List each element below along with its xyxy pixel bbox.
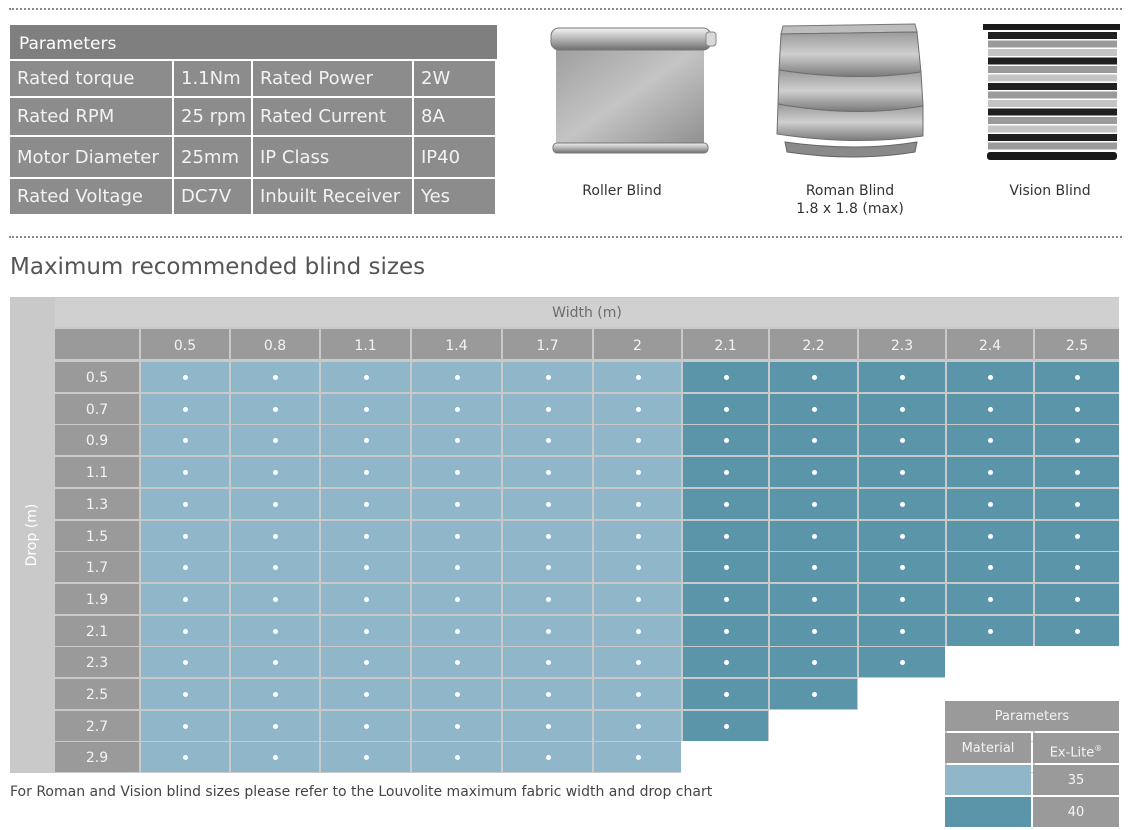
size-available-cell <box>594 521 681 551</box>
size-available-cell <box>141 679 229 709</box>
size-available-cell <box>770 489 857 519</box>
size-available-cell <box>947 552 1033 582</box>
vision-stripe <box>988 58 1117 65</box>
size-available-cell <box>859 457 945 487</box>
size-available-cell <box>859 647 945 677</box>
drop-header: 0.5 <box>55 362 139 392</box>
drop-header: 1.5 <box>55 521 139 551</box>
size-available-cell <box>231 521 319 551</box>
parameter-label: Inbuilt Receiver <box>253 179 412 214</box>
size-available-cell <box>321 457 410 487</box>
size-available-cell <box>1035 425 1119 455</box>
size-available-cell <box>859 552 945 582</box>
size-available-cell <box>412 425 501 455</box>
vision-stripe <box>988 49 1117 56</box>
width-header: 2.3 <box>859 329 945 359</box>
drop-header: 0.7 <box>55 394 139 424</box>
size-available-cell <box>683 489 768 519</box>
legend-light-swatch <box>945 765 1031 795</box>
footnote: For Roman and Vision blind sizes please refer to the Louvolite maximum fabric width and drop chart <box>10 784 713 800</box>
parameter-label: Rated Current <box>253 98 412 135</box>
width-axis-label: Width (m) <box>55 298 1119 327</box>
size-available-cell <box>231 616 319 646</box>
width-header: 2.2 <box>770 329 857 359</box>
parameter-value: 2W <box>414 61 495 96</box>
size-available-cell <box>683 711 768 741</box>
vision-stripe <box>988 126 1117 133</box>
parameters-table <box>10 25 497 214</box>
drop-header: 1.3 <box>55 489 139 519</box>
size-available-cell <box>683 679 768 709</box>
vision-stripe <box>988 66 1117 73</box>
size-available-cell <box>594 489 681 519</box>
size-available-cell <box>683 425 768 455</box>
drop-header: 1.1 <box>55 457 139 487</box>
drop-header: 2.5 <box>55 679 139 709</box>
size-available-cell <box>412 647 501 677</box>
size-available-cell <box>1035 362 1119 392</box>
size-available-cell <box>859 521 945 551</box>
size-available-cell <box>321 711 410 741</box>
drop-header: 0.9 <box>55 425 139 455</box>
size-available-cell <box>683 552 768 582</box>
parameter-value: 25mm <box>174 137 251 177</box>
size-available-cell <box>231 362 319 392</box>
size-available-cell <box>770 394 857 424</box>
grid-gap <box>769 710 945 742</box>
size-available-cell <box>231 425 319 455</box>
parameter-label: Rated RPM <box>10 98 172 135</box>
size-available-cell <box>683 362 768 392</box>
drop-header: 2.3 <box>55 647 139 677</box>
vision-stripe <box>988 92 1117 99</box>
size-available-cell <box>594 552 681 582</box>
width-header: 2.1 <box>683 329 768 359</box>
grid-gap <box>945 646 1121 701</box>
size-available-cell <box>321 552 410 582</box>
size-available-cell <box>859 362 945 392</box>
size-available-cell <box>683 457 768 487</box>
parameter-label: Rated torque <box>10 61 172 96</box>
legend-product-mark: ® <box>1094 744 1103 753</box>
size-available-cell <box>141 521 229 551</box>
size-available-cell <box>412 584 501 614</box>
size-available-cell <box>770 679 857 709</box>
size-available-cell <box>231 394 319 424</box>
size-available-cell <box>947 584 1033 614</box>
size-available-cell <box>594 742 681 772</box>
size-available-cell <box>1035 489 1119 519</box>
grid-corner <box>55 329 139 359</box>
size-available-cell <box>947 394 1033 424</box>
parameters-row <box>10 179 497 214</box>
size-available-cell <box>770 362 857 392</box>
size-available-cell <box>141 616 229 646</box>
parameters-row <box>10 98 497 135</box>
size-available-cell <box>141 647 229 677</box>
size-available-cell <box>503 489 592 519</box>
parameter-value: Yes <box>414 179 495 214</box>
vision-blind-image <box>983 24 1122 162</box>
roman-blind-caption <box>780 182 920 218</box>
size-available-cell <box>412 457 501 487</box>
width-header: 1.4 <box>412 329 501 359</box>
size-available-cell <box>141 489 229 519</box>
parameter-value: 8A <box>414 98 495 135</box>
vision-blind-name: Vision Blind <box>1009 183 1091 199</box>
legend-title: Parameters <box>945 701 1119 731</box>
parameters-row <box>10 61 497 96</box>
size-available-cell <box>141 425 229 455</box>
width-header: 2.5 <box>1035 329 1119 359</box>
legend-material-label: Material <box>945 733 1031 763</box>
size-available-cell <box>412 362 501 392</box>
size-available-cell <box>594 584 681 614</box>
vision-stripe <box>988 100 1117 107</box>
legend-dark-value: 40 <box>1033 797 1119 827</box>
roller-blind-name: Roller Blind <box>582 183 662 199</box>
size-available-cell <box>231 647 319 677</box>
size-available-cell <box>412 616 501 646</box>
legend-light-value: 35 <box>1033 765 1119 795</box>
size-available-cell <box>947 457 1033 487</box>
vision-stripe <box>988 143 1117 150</box>
size-available-cell <box>594 679 681 709</box>
size-available-cell <box>321 742 410 772</box>
drop-header: 1.7 <box>55 552 139 582</box>
size-available-cell <box>412 711 501 741</box>
size-available-cell <box>503 584 592 614</box>
size-available-cell <box>1035 394 1119 424</box>
size-available-cell <box>683 584 768 614</box>
size-available-cell <box>503 742 592 772</box>
size-available-cell <box>321 425 410 455</box>
size-available-cell <box>947 362 1033 392</box>
size-available-cell <box>1035 552 1119 582</box>
roller-blind-caption <box>562 182 682 200</box>
parameter-value: 1.1Nm <box>174 61 251 96</box>
size-available-cell <box>231 679 319 709</box>
parameter-value: DC7V <box>174 179 251 214</box>
vision-stripe <box>988 109 1117 116</box>
size-available-cell <box>1035 521 1119 551</box>
vision-stripe <box>988 83 1117 90</box>
width-header: 1.1 <box>321 329 410 359</box>
middle-divider <box>9 236 1122 238</box>
vision-stripe <box>988 41 1117 48</box>
size-available-cell <box>231 552 319 582</box>
size-available-cell <box>770 552 857 582</box>
size-available-cell <box>231 742 319 772</box>
size-available-cell <box>859 394 945 424</box>
size-available-cell <box>947 521 1033 551</box>
size-available-cell <box>770 647 857 677</box>
size-available-cell <box>321 679 410 709</box>
legend-product-label <box>1033 733 1119 763</box>
parameter-label: IP Class <box>253 137 412 177</box>
roman-blind-name: Roman Blind <box>805 183 895 199</box>
roman-blind-image <box>775 22 925 162</box>
width-header: 0.5 <box>141 329 229 359</box>
size-available-cell <box>947 425 1033 455</box>
vision-stripe <box>988 32 1117 39</box>
size-available-cell <box>859 584 945 614</box>
size-available-cell <box>321 584 410 614</box>
size-available-cell <box>683 521 768 551</box>
size-available-cell <box>1035 616 1119 646</box>
size-available-cell <box>503 425 592 455</box>
size-available-cell <box>412 489 501 519</box>
size-available-cell <box>141 394 229 424</box>
size-available-cell <box>770 457 857 487</box>
size-available-cell <box>503 457 592 487</box>
size-available-cell <box>770 521 857 551</box>
size-available-cell <box>141 552 229 582</box>
width-header: 2.4 <box>947 329 1033 359</box>
size-available-cell <box>683 616 768 646</box>
parameter-value: IP40 <box>414 137 495 177</box>
size-available-cell <box>141 457 229 487</box>
parameter-value: 25 rpm <box>174 98 251 135</box>
vision-blind-caption <box>990 182 1110 200</box>
size-available-cell <box>412 394 501 424</box>
size-available-cell <box>321 489 410 519</box>
parameter-label: Rated Power <box>253 61 412 96</box>
size-available-cell <box>503 679 592 709</box>
roller-blind-image <box>548 24 720 162</box>
size-available-cell <box>503 647 592 677</box>
size-available-cell <box>141 742 229 772</box>
drop-header: 2.1 <box>55 616 139 646</box>
size-available-cell <box>412 742 501 772</box>
size-available-cell <box>503 616 592 646</box>
size-available-cell <box>231 489 319 519</box>
size-available-cell <box>321 394 410 424</box>
size-available-cell <box>412 679 501 709</box>
size-available-cell <box>503 521 592 551</box>
size-available-cell <box>321 616 410 646</box>
vision-stripe <box>988 117 1117 124</box>
parameter-label: Motor Diameter <box>10 137 172 177</box>
size-available-cell <box>231 584 319 614</box>
size-available-cell <box>770 616 857 646</box>
parameters-row <box>10 137 497 177</box>
width-header: 0.8 <box>231 329 319 359</box>
legend-product-name: Ex-Lite <box>1049 745 1095 761</box>
size-available-cell <box>231 711 319 741</box>
parameters-title: Parameters <box>10 25 497 59</box>
size-available-cell <box>683 647 768 677</box>
size-available-cell <box>683 394 768 424</box>
size-available-cell <box>321 521 410 551</box>
drop-axis-text: Drop (m) <box>24 503 40 567</box>
vision-stripe <box>988 134 1117 141</box>
size-available-cell <box>859 616 945 646</box>
size-available-cell <box>594 711 681 741</box>
grid-gap <box>858 678 945 711</box>
legend-dark-swatch <box>945 797 1031 827</box>
size-available-cell <box>770 584 857 614</box>
vision-stripe <box>988 75 1117 82</box>
size-available-cell <box>141 711 229 741</box>
drop-header: 2.9 <box>55 742 139 772</box>
size-available-cell <box>1035 457 1119 487</box>
size-available-cell <box>141 362 229 392</box>
size-available-cell <box>321 362 410 392</box>
size-available-cell <box>594 362 681 392</box>
size-available-cell <box>594 394 681 424</box>
drop-header: 2.7 <box>55 711 139 741</box>
size-available-cell <box>503 362 592 392</box>
size-available-cell <box>594 457 681 487</box>
size-available-cell <box>859 489 945 519</box>
width-header: 1.7 <box>503 329 592 359</box>
size-available-cell <box>503 394 592 424</box>
section-heading: Maximum recommended blind sizes <box>10 254 426 280</box>
size-available-cell <box>412 521 501 551</box>
roman-blind-note: 1.8 x 1.8 (max) <box>796 201 904 217</box>
size-available-cell <box>594 425 681 455</box>
size-available-cell <box>594 647 681 677</box>
parameter-label: Rated Voltage <box>10 179 172 214</box>
size-available-cell <box>412 552 501 582</box>
size-available-cell <box>947 616 1033 646</box>
top-divider <box>9 8 1122 10</box>
size-available-cell <box>859 425 945 455</box>
size-available-cell <box>503 711 592 741</box>
width-header: 2 <box>594 329 681 359</box>
grid-gap <box>681 741 945 781</box>
size-available-cell <box>594 616 681 646</box>
size-available-cell <box>770 425 857 455</box>
size-available-cell <box>503 552 592 582</box>
size-available-cell <box>947 489 1033 519</box>
size-available-cell <box>321 647 410 677</box>
drop-axis-label <box>10 297 54 773</box>
size-available-cell <box>1035 584 1119 614</box>
size-available-cell <box>141 584 229 614</box>
drop-header: 1.9 <box>55 584 139 614</box>
size-available-cell <box>231 457 319 487</box>
